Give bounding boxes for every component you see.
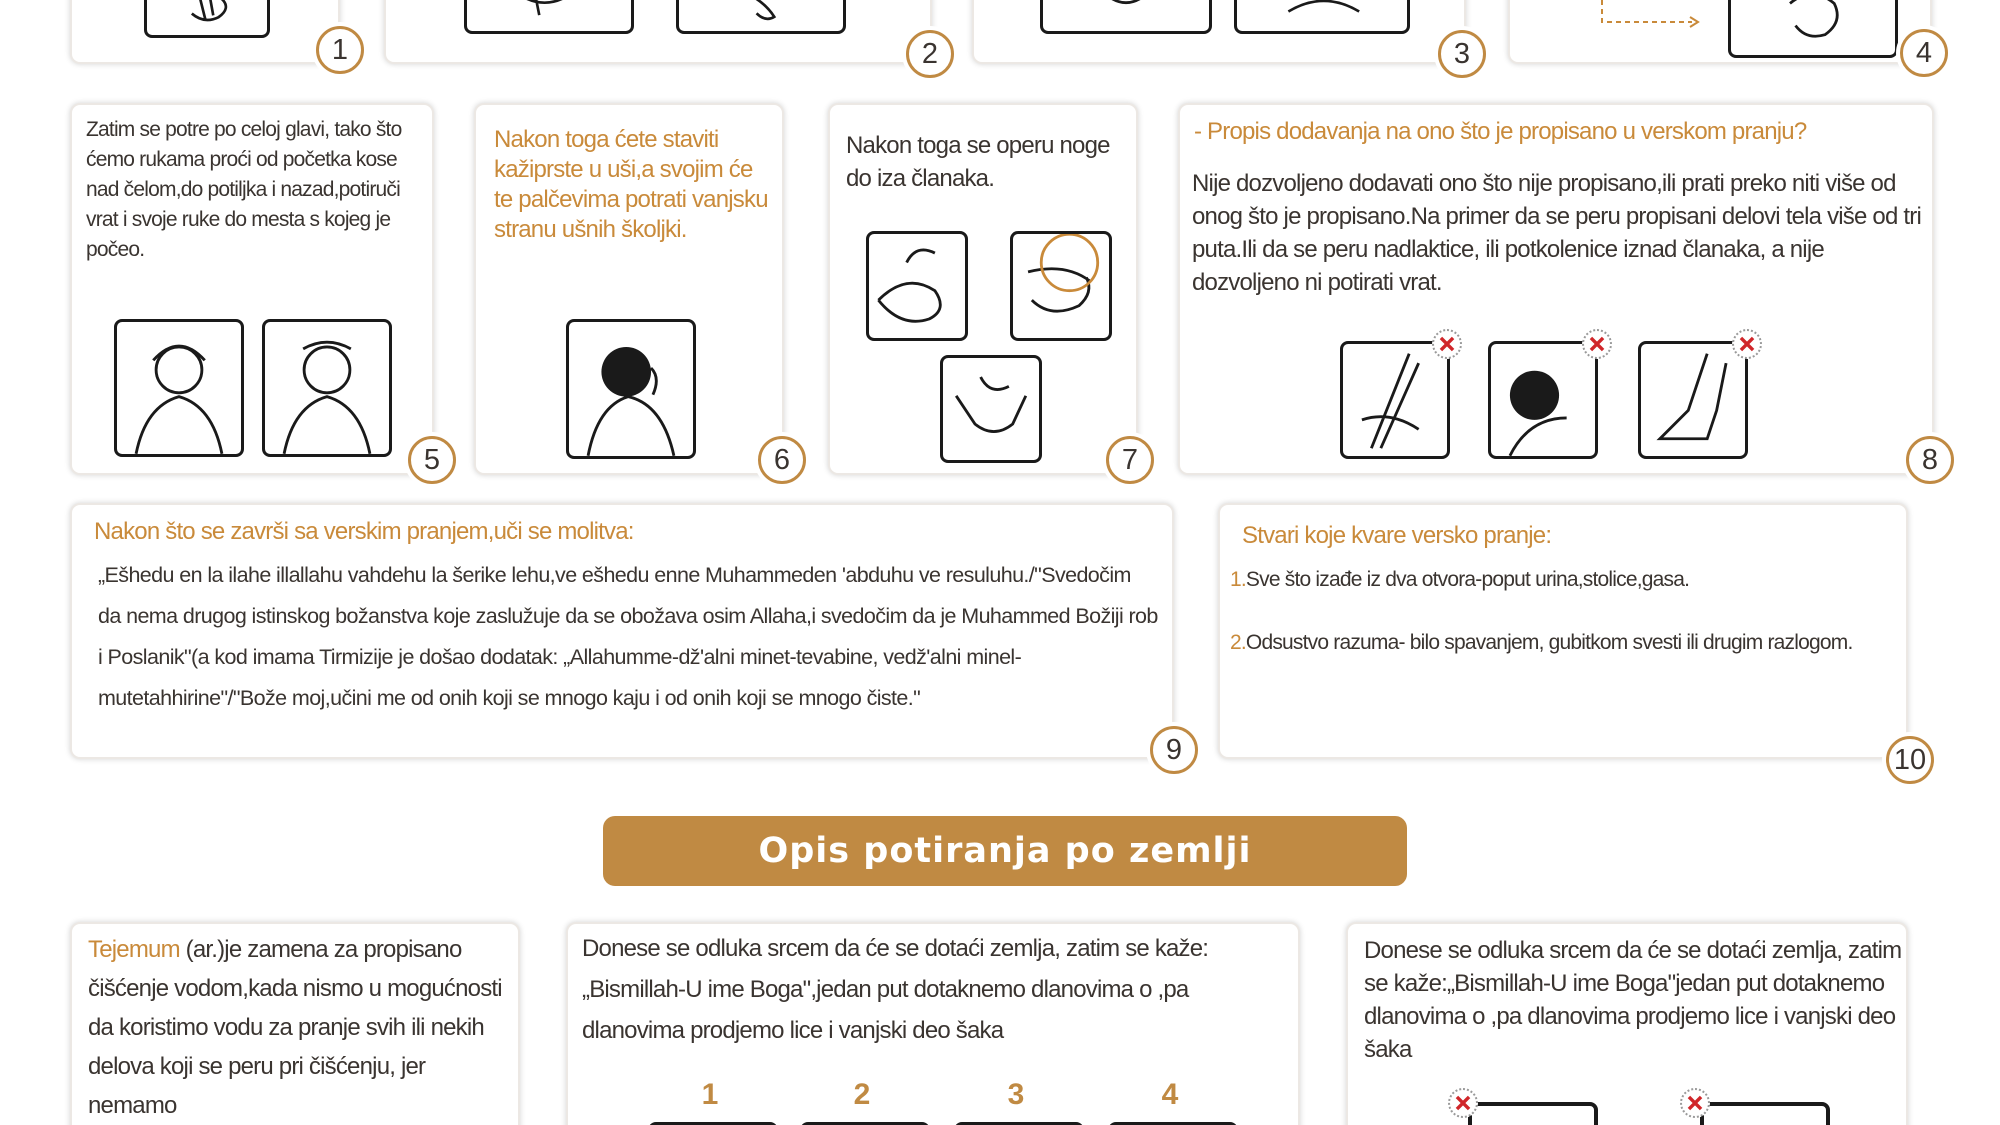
step-number-8: 8	[1906, 436, 1954, 484]
wiping-head-icon	[1728, 0, 1898, 58]
step-number-10: 10	[1886, 736, 1934, 784]
step-number-5: 5	[408, 436, 456, 484]
tayammum-card	[70, 922, 520, 1125]
wiping-ears-icon	[566, 319, 696, 459]
dashed-arrow-icon	[1598, 0, 1708, 40]
wrong-tayammum-2-icon	[1700, 1102, 1830, 1125]
tayammum-term: Tejemum	[88, 936, 180, 963]
step-card-5	[70, 103, 434, 475]
tayammum-wrong-card	[1346, 922, 1908, 1125]
step-card-1	[70, 0, 340, 64]
tayammum-steps-card	[566, 922, 1300, 1125]
step-card-9	[70, 503, 1174, 759]
steps-text: Donese se odluka srcem da će se dotaći zemlja, zatim se kaže:„Bismillah-U ime Boga",jedan put dotaknemo dlanovima o ,pa dlanovima prodjemo lice i vanjski deo šaka	[582, 935, 1209, 1044]
step-label-3: 3	[1007, 1078, 1025, 1111]
card10-item-1	[1230, 565, 1890, 595]
step-card-6	[474, 103, 784, 475]
step-card-2	[384, 0, 932, 64]
wrong-mark-icon	[1582, 329, 1612, 359]
step-card-10	[1218, 503, 1908, 759]
wrong-mark-icon	[1448, 1088, 1478, 1118]
step-number-2: 2	[906, 30, 954, 78]
wiping-head-back-icon	[262, 319, 392, 457]
rinsing-nose-icon	[676, 0, 846, 34]
wiping-head-front-icon	[114, 319, 244, 457]
section-banner: Opis potiranja po zemlji	[603, 816, 1407, 886]
item-number: 2.	[1230, 631, 1246, 654]
wrong-mark-icon	[1432, 329, 1462, 359]
card8-title: - Propis dodavanja na ono što je propisano u verskom pranju?	[1194, 118, 1807, 145]
step-number-6: 6	[758, 436, 806, 484]
card9-title: Nakon što se završi sa verskim pranjem,uči se molitva:	[94, 518, 634, 545]
step-label-4: 4	[1161, 1078, 1179, 1111]
card10-title: Stvari koje kvare versko pranje:	[1242, 522, 1552, 549]
item-text: Sve što izađe iz dva otvora-poput urina,stolice,gasa.	[1245, 568, 1690, 591]
item-text: Odsustvo razuma- bilo spavanjem, gubitkom svesti ili drugim razlogom.	[1245, 631, 1853, 654]
step-number-7: 7	[1106, 436, 1154, 484]
card7-text: Nakon toga se operu noge do iza članaka.	[846, 132, 1110, 192]
wrong-neck-icon	[1488, 341, 1598, 459]
card9-text: „Ešhedu en la ilahe illallahu vahdehu la šerike lehu,ve ešhedu enne Muhammeden 'abduhu ve resuluhu./"Svedočim da nema drugog istinskog božanstva koje zaslužuje da se obožava osim Allaha,i svedočim da je Muhammed Božiji rob i Poslanik"(a kod imama Tirmizije je došao dodatak: „Allahumme-dž'alni minet-tevabine, vedž'alni minel-mutetahhirine"/"Bože moj,učini me od onih koji se mnogo kaju i od onih koji se mnogo čiste."	[98, 563, 1158, 710]
card5-text: Zatim se potre po celoj glavi, tako što ćemo rukama proći od početka kose nad čelom,do potiljka i nazad,potiruči vrat i svoje ruke do mesta s kojeg je počeo.	[86, 118, 402, 261]
step-number-3: 3	[1438, 30, 1486, 78]
washing-face-icon	[1040, 0, 1212, 34]
rinsing-mouth-icon	[464, 0, 634, 34]
step-number-4: 4	[1900, 29, 1948, 77]
card8-text: Nije dozvoljeno dodavati ono što nije propisano,ili prati preko niti više od onog što je propisano.Na primer da se peru propisani delovi tela više od tri puta.Ili da se peru nadlaktice, ili potkolenice iznad članaka, a nije dozvoljeno ni potirati vrat.	[1192, 170, 1921, 296]
wrong-mark-icon	[1680, 1088, 1710, 1118]
wrong-text: Donese se odluka srcem da će se dotaći zemlja, zatim se kaže:„Bismillah-U ime Boga"jedan put dotaknemo dlanovima o ,pa dlanovima prodjemo lice i vanjski deo šaka	[1364, 937, 1902, 1063]
step-label-2: 2	[853, 1078, 871, 1111]
card10-item-2	[1230, 623, 1890, 662]
tayammum-text	[88, 930, 508, 1125]
item-number: 1.	[1230, 568, 1246, 591]
step-card-8	[1178, 103, 1934, 475]
step-card-3	[972, 0, 1466, 64]
tayammum-definition: (ar.)je zamena za propisano čišćenje vodom,kada nismo u mogućnosti da koristimo vodu za pranje svih ili nekih delova koji se peru pri čišćenju, jer nemamo	[88, 936, 502, 1119]
card6-text: Nakon toga ćete staviti kažiprste u uši,a svojim će te palčevima potrati vanjsku stranu ušnih školjki.	[494, 126, 768, 243]
washing-ankle-icon	[1010, 231, 1112, 341]
step-card-4	[1508, 0, 1932, 64]
step-number-9: 9	[1150, 726, 1198, 774]
washing-hands-icon	[144, 0, 270, 38]
step-label-1: 1	[701, 1078, 719, 1111]
step-card-7	[828, 103, 1138, 475]
wrong-mark-icon	[1732, 329, 1762, 359]
washing-toes-icon	[940, 355, 1042, 463]
washing-arms-icon	[1234, 0, 1410, 34]
wrong-arm-icon	[1340, 341, 1450, 459]
washing-feet-icon	[866, 231, 968, 341]
wrong-tayammum-1-icon	[1468, 1102, 1598, 1125]
wrong-leg-icon	[1638, 341, 1748, 459]
step-number-1: 1	[316, 26, 364, 74]
